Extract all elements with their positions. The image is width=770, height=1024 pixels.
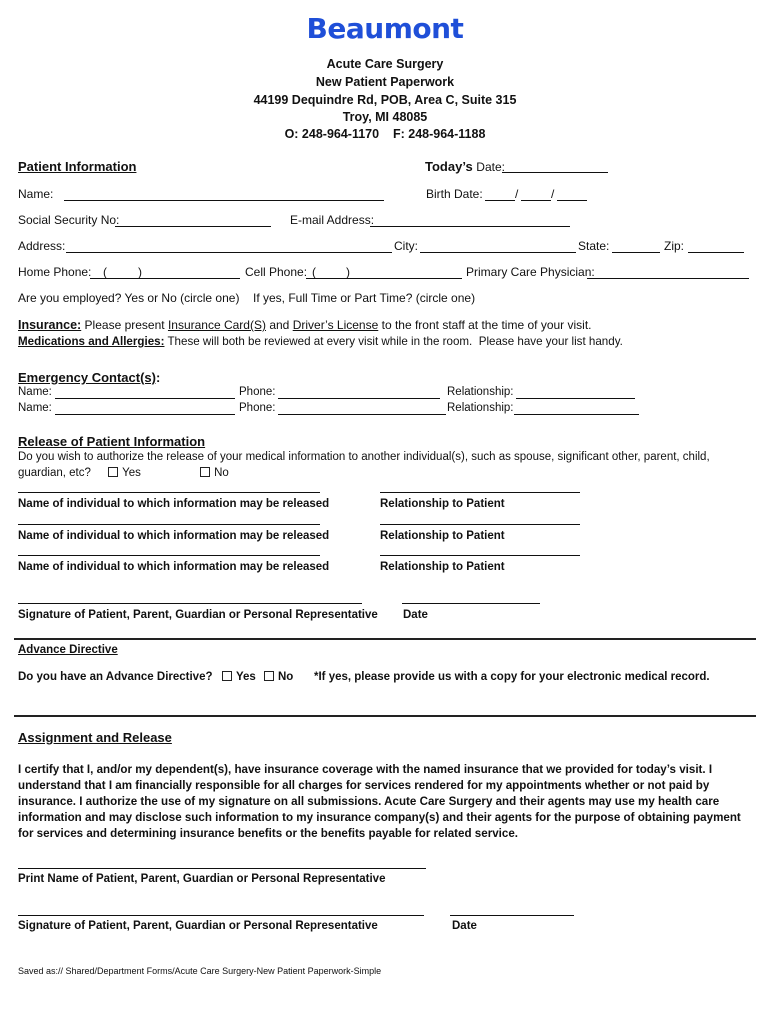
todays-date-label	[425, 159, 505, 174]
address-field[interactable]	[66, 252, 392, 253]
birth-slash-1: /	[515, 187, 519, 201]
department-name: Acute Care Surgery	[326, 57, 444, 71]
insurance-card-text: Insurance Card(S)	[167, 318, 266, 332]
employed-question: Are you employed? Yes or No (circle one)	[18, 291, 240, 305]
cell-phone-paren-open: (	[312, 265, 316, 279]
release-relationship-field-1[interactable]	[380, 492, 580, 493]
birth-day-field[interactable]	[521, 200, 551, 201]
birth-slash-2: /	[551, 187, 555, 201]
beaumont-logo: Beaumont	[306, 12, 464, 45]
insurance-label: Insurance:	[18, 318, 82, 332]
cell-phone-label: Cell Phone:	[245, 265, 308, 279]
name-label: Name:	[18, 187, 54, 201]
advance-directive-heading: Advance Directive	[18, 644, 118, 656]
release-date-label: Date	[403, 609, 428, 621]
medications-label: Medications and Allergies:	[18, 335, 165, 348]
birth-date-label: Birth Date:	[426, 187, 487, 201]
medications-line	[18, 335, 623, 348]
assignment-date-field[interactable]	[450, 915, 574, 916]
release-relationship-field-2[interactable]	[380, 524, 580, 525]
cell-phone-paren-close: )	[346, 265, 350, 279]
todays-label: Today’s	[425, 159, 477, 174]
release-no-label: No	[214, 467, 229, 479]
emergency-phone-label-1: Phone:	[239, 386, 276, 398]
release-heading: Release of Patient Information	[18, 434, 206, 449]
date-label: Date:	[476, 160, 505, 174]
release-yes-label: Yes	[122, 467, 141, 479]
checkbox-icon[interactable]	[200, 467, 210, 477]
email-label: E-mail Address:	[290, 213, 375, 227]
release-question-2	[18, 467, 229, 479]
release-signature-label: Signature of Patient, Parent, Guardian or Personal Representative	[18, 609, 378, 621]
drivers-license-text: Driver’s License	[292, 318, 379, 332]
form-title: New Patient Paperwork	[315, 75, 455, 89]
release-name-label-3: Name of individual to which information may be released	[18, 561, 330, 573]
patient-info-heading: Patient Information	[18, 159, 137, 174]
emergency-name-label-1: Name:	[18, 386, 52, 398]
home-phone-paren-open: (	[103, 265, 107, 279]
release-relationship-label-2: Relationship to Patient	[380, 530, 505, 542]
email-field[interactable]	[370, 226, 570, 227]
city-label: City:	[394, 239, 418, 253]
clinic-phones: O: 248-964-1170 F: 248-964-1188	[284, 127, 486, 141]
cell-phone-field[interactable]	[306, 278, 462, 279]
emergency-relationship-field-1[interactable]	[516, 398, 635, 399]
advance-no-option[interactable]	[264, 671, 293, 683]
address-label: Address:	[18, 239, 66, 253]
release-relationship-label-3: Relationship to Patient	[380, 561, 505, 573]
birth-year-field[interactable]	[557, 200, 587, 201]
home-phone-label: Home Phone:	[18, 265, 92, 279]
emergency-relationship-label-2: Relationship:	[447, 402, 514, 414]
release-name-field-3[interactable]	[18, 555, 320, 556]
zip-label: Zip:	[664, 239, 685, 253]
saved-path-footer: Saved as:// Shared/Department Forms/Acute Care Surgery-New Patient Paperwork-Simple	[18, 966, 382, 976]
release-name-field-2[interactable]	[18, 524, 320, 525]
pcp-field[interactable]	[587, 278, 749, 279]
release-relationship-field-3[interactable]	[380, 555, 580, 556]
checkbox-icon[interactable]	[108, 467, 118, 477]
state-label: State:	[578, 239, 610, 253]
zip-field[interactable]	[688, 252, 744, 253]
assignment-signature-field[interactable]	[18, 915, 424, 916]
release-no-option[interactable]	[200, 467, 229, 479]
emergency-heading-colon: :	[155, 370, 161, 385]
release-question-2-text: guardian, etc?	[18, 467, 91, 479]
city-field[interactable]	[420, 252, 576, 253]
emergency-heading-text: Emergency Contact(s)	[18, 370, 156, 385]
release-question: Do you wish to authorize the release of your medical information to another individual(s), such as spouse, significant other, parent, child,	[18, 451, 710, 463]
insurance-text-3: to the front staff at the time of your visit.	[378, 318, 592, 332]
checkbox-icon[interactable]	[222, 671, 232, 681]
emergency-relationship-label-1: Relationship:	[447, 386, 514, 398]
pcp-label: Primary Care Physician:	[466, 265, 595, 279]
release-name-label-2: Name of individual to which information may be released	[18, 530, 330, 542]
print-name-label: Print Name of Patient, Parent, Guardian or Personal Representative	[18, 873, 386, 885]
state-field[interactable]	[612, 252, 660, 253]
clinic-address: 44199 Dequindre Rd, POB, Area C, Suite 315	[253, 93, 517, 107]
emergency-name-label-2: Name:	[18, 402, 52, 414]
emergency-phone-field-1[interactable]	[278, 398, 440, 399]
insurance-line	[18, 318, 592, 332]
assignment-heading: Assignment and Release	[18, 730, 172, 745]
release-relationship-label-1: Relationship to Patient	[380, 498, 505, 510]
release-signature-field[interactable]	[18, 603, 362, 604]
todays-date-field[interactable]	[502, 172, 608, 173]
section-divider	[14, 638, 756, 640]
medications-text: These will both be reviewed at every visit while in the room. Please have your list handy.	[164, 335, 623, 348]
clinic-city: Troy, MI 48085	[342, 110, 428, 124]
print-name-field[interactable]	[18, 868, 426, 869]
advance-directive-note: *If yes, please provide us with a copy for your electronic medical record.	[314, 671, 710, 683]
name-field[interactable]	[64, 200, 384, 201]
emergency-phone-label-2: Phone:	[239, 402, 276, 414]
checkbox-icon[interactable]	[264, 671, 274, 681]
ssn-field[interactable]	[115, 226, 271, 227]
insurance-text-2: and	[265, 318, 293, 332]
emergency-heading	[18, 369, 160, 387]
emergency-relationship-field-2[interactable]	[514, 414, 639, 415]
home-phone-paren-close: )	[138, 265, 142, 279]
advance-no-label: No	[278, 671, 294, 683]
home-phone-field[interactable]	[90, 278, 240, 279]
assignment-body: I certify that I, and/or my dependent(s), have insurance coverage with the named insurance that we provided for today’s visit. I understand that I am financially responsible for all charges for services rendered for my appointments whether or not paid by insurance. I authorize the use of my signature on all submissions. Acute Care Surgery and their agents may use my health care information and may disclose such information to my insurance company(s) and their agents for the purpose of obtaining payment for services and determining insurance benefits or the benefits payable for related service.	[18, 763, 741, 840]
release-yes-option[interactable]	[108, 467, 141, 479]
advance-yes-option[interactable]	[222, 671, 256, 683]
release-name-field-1[interactable]	[18, 492, 320, 493]
emergency-name-field-1[interactable]	[55, 398, 235, 399]
ssn-label: Social Security No:	[18, 213, 120, 227]
employment-type-question: If yes, Full Time or Part Time? (circle one)	[253, 291, 476, 305]
birth-month-field[interactable]	[485, 200, 515, 201]
assignment-signature-label: Signature of Patient, Parent, Guardian or Personal Representative	[18, 920, 378, 932]
emergency-name-field-2[interactable]	[55, 414, 235, 415]
assignment-date-label: Date	[452, 920, 477, 932]
advance-directive-question: Do you have an Advance Directive?	[18, 671, 213, 683]
advance-yes-label: Yes	[236, 671, 256, 683]
emergency-phone-field-2[interactable]	[278, 414, 446, 415]
insurance-text-1: Please present	[81, 318, 168, 332]
section-divider	[14, 715, 756, 717]
release-date-field[interactable]	[402, 603, 540, 604]
release-name-label-1: Name of individual to which information may be released	[18, 498, 330, 510]
